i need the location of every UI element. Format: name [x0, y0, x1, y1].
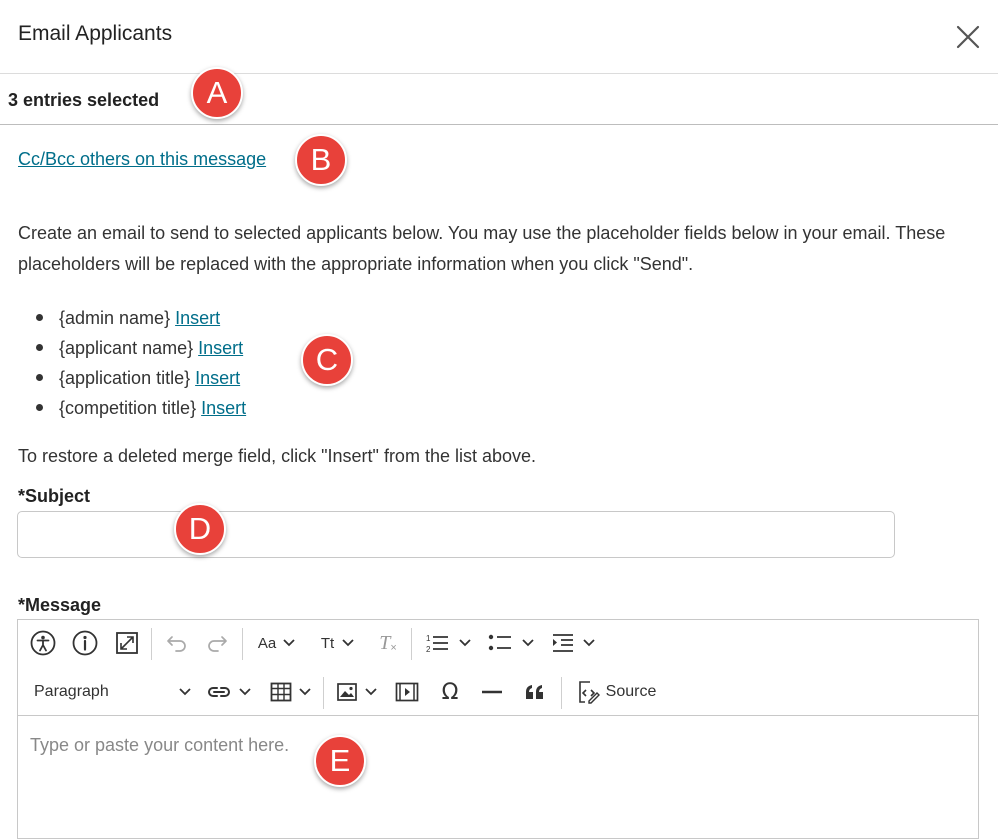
table-dropdown[interactable]	[266, 675, 316, 709]
indent-icon	[551, 632, 575, 654]
source-button[interactable]	[570, 675, 662, 709]
placeholder-field: {applicant name}	[59, 338, 194, 358]
chevron-down-icon	[341, 638, 355, 648]
placeholder-field: {application title}	[59, 368, 191, 388]
table-icon	[270, 682, 292, 702]
bulleted-list-dropdown[interactable]	[484, 626, 538, 660]
block-quote-icon[interactable]	[518, 675, 552, 709]
svg-text:2: 2	[426, 645, 431, 654]
redo-icon[interactable]	[200, 626, 234, 660]
chevron-down-icon	[521, 638, 535, 648]
chevron-down-icon	[282, 638, 296, 648]
subject-input[interactable]	[17, 511, 895, 558]
accessibility-icon[interactable]	[26, 626, 60, 660]
placeholder-list	[18, 303, 246, 423]
list-item	[18, 333, 246, 363]
numbered-list-dropdown[interactable]	[420, 626, 476, 660]
chevron-down-icon	[238, 687, 252, 697]
font-family-glyph: Aa	[257, 634, 277, 652]
toolbar-divider	[411, 628, 412, 660]
message-label: *Message	[18, 595, 102, 615]
horizontal-line-icon[interactable]	[475, 675, 509, 709]
placeholder-field: {admin name}	[59, 308, 171, 328]
source-icon	[576, 680, 600, 704]
placeholder-field: {competition title}	[59, 398, 197, 418]
rich-text-editor	[17, 619, 979, 839]
annotation-badge-e: E	[314, 735, 366, 787]
font-family-dropdown[interactable]	[252, 626, 302, 660]
source-label: Source	[605, 683, 657, 700]
toolbar-divider	[151, 628, 152, 660]
undo-icon[interactable]	[160, 626, 194, 660]
toolbar-divider	[561, 677, 562, 709]
list-item	[18, 363, 246, 393]
subject-label: *Subject	[18, 486, 91, 506]
font-size-glyph: Tt	[320, 634, 335, 652]
paragraph-format-label: Paragraph	[34, 683, 109, 700]
list-item	[18, 393, 246, 423]
info-icon[interactable]	[68, 626, 102, 660]
link-icon	[206, 684, 232, 700]
insert-link[interactable]: Insert	[201, 398, 247, 418]
chevron-down-icon	[458, 638, 472, 648]
toolbar-divider	[242, 628, 243, 660]
chevron-down-icon	[582, 638, 596, 648]
annotation-badge-c: C	[301, 334, 353, 386]
indent-dropdown[interactable]	[548, 626, 598, 660]
font-size-dropdown[interactable]	[314, 626, 362, 660]
remove-format-icon[interactable]: T ×	[379, 631, 397, 654]
message-editor-content[interactable]	[18, 717, 978, 838]
annotation-badge-b: B	[295, 134, 347, 186]
image-dropdown[interactable]	[332, 675, 382, 709]
selection-bar	[0, 74, 998, 125]
image-icon	[336, 682, 358, 702]
insert-link[interactable]: Insert	[175, 308, 221, 328]
annotation-badge-d: D	[174, 503, 226, 555]
chevron-down-icon	[298, 687, 312, 697]
numbered-list-icon	[424, 632, 450, 654]
bulleted-list-icon	[487, 632, 513, 654]
dialog-title: Email Applicants	[18, 22, 173, 45]
fullscreen-icon[interactable]	[110, 626, 144, 660]
link-dropdown[interactable]	[204, 675, 254, 709]
annotation-badge-a: A	[191, 67, 243, 119]
special-characters-icon[interactable]: Ω	[441, 679, 459, 705]
chevron-down-icon	[364, 687, 378, 697]
instructions-text: Create an email to send to selected applicants below. You may use the placeholder fields below in your email. These placeholders will be replaced with the appropriate information when you click "Send".	[18, 223, 946, 274]
svg-text:1: 1	[426, 634, 431, 643]
chevron-down-icon	[178, 687, 192, 697]
entries-selected-count: 3 entries selected	[8, 90, 160, 110]
list-item	[18, 303, 246, 333]
cc-bcc-link[interactable]: Cc/Bcc others on this message	[18, 149, 267, 169]
insert-link[interactable]: Insert	[198, 338, 244, 358]
toolbar-divider	[323, 677, 324, 709]
close-icon[interactable]	[952, 21, 984, 53]
paragraph-format-dropdown[interactable]	[24, 676, 192, 708]
restore-note: To restore a deleted merge field, click "Insert" from the list above.	[18, 446, 537, 466]
dialog-header	[0, 0, 998, 74]
editor-toolbar	[18, 620, 978, 716]
editor-placeholder: Type or paste your content here.	[30, 735, 290, 755]
insert-link[interactable]: Insert	[195, 368, 241, 388]
media-embed-icon[interactable]	[390, 675, 424, 709]
